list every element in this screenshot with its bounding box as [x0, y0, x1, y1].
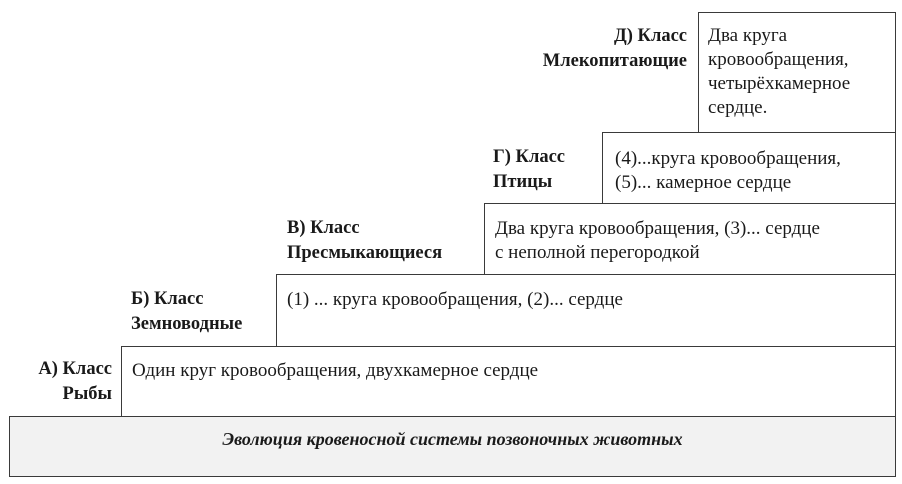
step-label-reptiles: В) Класс Пресмыкающиеся: [287, 218, 443, 263]
step-box-fish: [121, 346, 896, 417]
step-text-birds: (4)...круга кровообращения, (5)... камерное сердце: [615, 148, 841, 193]
step-box-mammals: [698, 12, 896, 133]
step-label-mammals: Д) Класс Млекопитающие: [542, 26, 687, 71]
step-label-birds: Г) Класс Птицы: [493, 147, 566, 192]
diagram-title: Эволюция кровеносной системы позвоночных животных: [222, 429, 683, 449]
base-block: [9, 416, 896, 477]
step-label-fish: А) Класс Рыбы: [38, 359, 112, 404]
step-label-amphibians: Б) Класс Земноводные: [131, 289, 243, 334]
step-box-reptiles: [484, 203, 896, 275]
step-text-reptiles: Два круга кровообращения, (3)... сердце с неполной перегородкой: [495, 218, 820, 263]
step-text-mammals: Два круга кровообращения, четырёхкамерное сердце.: [708, 25, 851, 118]
step-text-fish: Один круг кровообращения, двухкамерное сердце: [132, 360, 539, 381]
step-text-amphibians: (1) ... круга кровообращения, (2)... сердце: [287, 289, 623, 310]
step-box-amphibians: [276, 274, 896, 347]
step-box-birds: [602, 132, 896, 204]
